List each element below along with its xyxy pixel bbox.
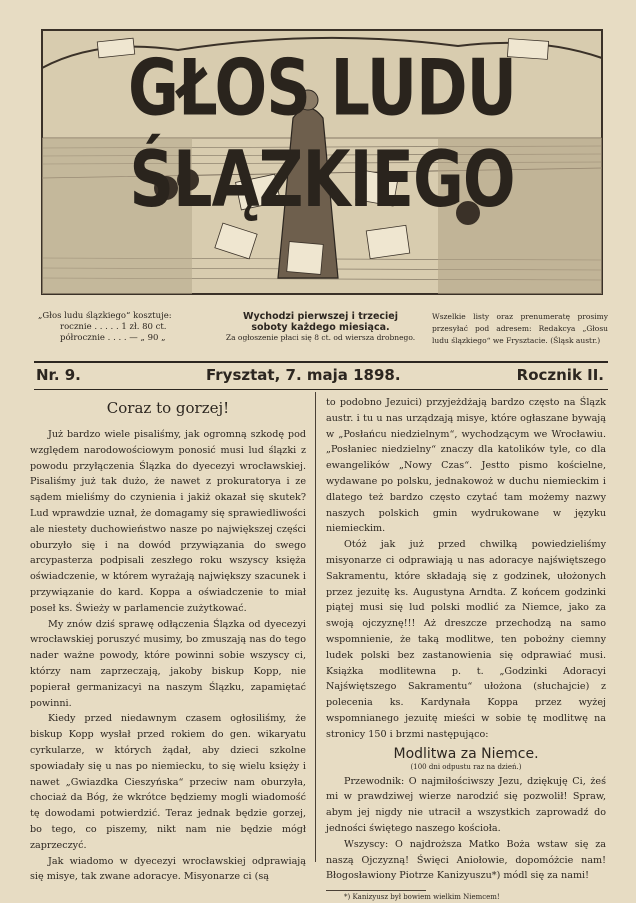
- article-paragraph: Kiedy przed niedawnym czasem ogłosiliśmy, że biskup Kopp wysłał przed rokiem do gen. wikaryatu cyrkularze, w których żądał, aby dzieci szkolne spowiadały się u nas po niemiecku, to się wielu księży i nawet „Gwiazdka Cieszyńska“ przeciw nam oburzyła, chociaż da Bóg, że wkrótce będziemy mogli wiadomość tę dowodami potwierdzić. Teraz jednak będzie gorzej, bo tego, co piszemy, nikt nam nie będzie mógł zaprzeczyć.: [30, 713, 306, 851]
- article-paragraph: Już bardzo wiele pisaliśmy, jak ogromną szkodę pod względem narodowościowym ponosić musi lud ślązki z powodu przyłączenia Ślązka do dyecezyi wrocławskiej. Pisaliśmy już tak dużo, że nawet z prokuratorya i ze sądem mieliśmy do czynienia i jakiż okazał się skutek? Lud wprawdzie uznał, że domagamy się sprawiedliwości ale niestety duchowieństwo nasze po największej części oburzyło się i na dowód przywiązania do swego arcypasterza podpisali zeszłego roku wszyscy księża oświadczenie, w którem wyrażają największy szacunek i przywiązanie do kard. Koppa a oświadczenie to miał poseł ks. Świeży w parlamencie zużytkować.: [30, 429, 306, 614]
- left-column: [30, 395, 306, 885]
- subscription-line-3: półrocznie . . . . — „ 90 „: [60, 333, 166, 343]
- issue-volume: Rocznik II.: [516, 366, 604, 384]
- footnote-text: *) Kanizyusz był bowiem wielkim Niemcem!: [344, 893, 500, 902]
- right-column: [326, 395, 606, 903]
- prayer-paragraph: Przewodnik: O najmiłościwszy Jezu, dziękuję Ci, żeś mi w prawdziwej wierze narodzić się pozwolił! Spraw, abym jej nigdy nie utracił a wszystkich zaprowadź do jedności świętego naszego kościoła.: [326, 775, 606, 834]
- publication-line-1: Wychodzi pierwszej i trzeciej: [243, 311, 398, 322]
- issue-number: Nr. 9.: [36, 366, 81, 384]
- subscription-line-1: „Głos ludu ślązkiego“ kosztuje:: [38, 311, 172, 321]
- subscription-line-2: rocznie . . . . . 1 zł. 80 ct.: [60, 322, 167, 332]
- issue-bar: [34, 361, 608, 390]
- prayer-paragraph: Wszyscy: O najdroższa Matko Boża wstaw się za naszą Ojczyzną! Święci Aniołowie, dopomóżcie nam! Błogosławiony Piotrze Kanizyuszu*) módl się za nami!: [326, 838, 606, 882]
- masthead: [38, 28, 606, 298]
- subscription-info-row: [38, 311, 608, 357]
- prayer-title: Modlitwa za Niemce.: [393, 745, 539, 762]
- prayer-note: (100 dni odpustu raz na dzień.): [410, 762, 522, 771]
- publication-box: [218, 311, 423, 355]
- article-paragraph: to podobno Jezuici) przyjeżdżają bardzo często na Ślązk austr. i tu u nas urządzają misye, które ogłaszane bywają w „Posłańcu niedzielnym“, wychodzącym we Wrocławiu. „Posłaniec niedzielny“ znaczy dla katolików tyle, co dla ewangelików „Nowy Czas“. Jestto pismo kościelne, wydawane po polsku, jednakowoż w duchu niemieckim i dlatego też bardzo często czytać tam możemy nazwy naszych polskich gmin wydrukowane w języku niemieckim.: [326, 397, 606, 535]
- masthead-title: GŁOS LUDU ŚLĄZKIEGO: [128, 42, 516, 225]
- article-paragraph: My znów dziś sprawę odłączenia Ślązka od dyecezyi wrocławskiej poruszyć musimy, bo zmuszają nas do tego nader ważne powody, które powinni sobie wszyscy ci, którzy nam zaprzeczają, jakoby biskup Kopp, nie popierał germanizacyi na naszym Ślązku, zapamiętać powinni.: [30, 618, 306, 709]
- contact-box: Wszelkie listy oraz prenumeratę prosimy przesyłać pod adresem: Redakcya „Głosu ludu ślązkiego“ we Frysztacie. (Śląsk austr.): [432, 312, 608, 345]
- subscription-box: [38, 311, 208, 355]
- column-divider: [315, 392, 316, 862]
- article-paragraph: Jak wiadomo w dyecezyi wrocławskiej odprawiają się misye, tak zwane adoracye. Misyonarze ci (są: [30, 855, 306, 883]
- article-paragraph: Otóż jak już przed chwilką powiedzieliśmy misyonarze ci odprawiają u nas adoracye najświętszego Sakramentu, które składają się z godzinek, ułożonych przez jezuitę ks. Augustyna Arndta. Z końcem godzinki piątej musi się lud polski modlić za Niemce, jako za swoją ojczyznę!!! Aż dreszcze przechodzą na samo wspomnienie, że taką modlitwe, ten pobożny ciemny ludek polski bez zastanowienia się odprawiać musi. Książka modlitewna p. t. „Godzinki Adoracyi Najświętszego Sakramentu“ ułożona (słuchajcie) z polecenia ks. Kardynała Koppa przez wyżej wspomnianego jezuitę mieści w sobie tę modlitwę na stronicy 150 i brzmi następująco:: [326, 539, 606, 740]
- issue-place-date: Frysztat, 7. maja 1898.: [206, 366, 401, 384]
- publication-line-2: soboty każdego miesiąca.: [251, 322, 390, 333]
- article-title: Coraz to gorzej!: [106, 399, 230, 417]
- publication-line-3: Za ogłoszenie płaci się 8 ct. od wiersza drobnego.: [225, 333, 416, 342]
